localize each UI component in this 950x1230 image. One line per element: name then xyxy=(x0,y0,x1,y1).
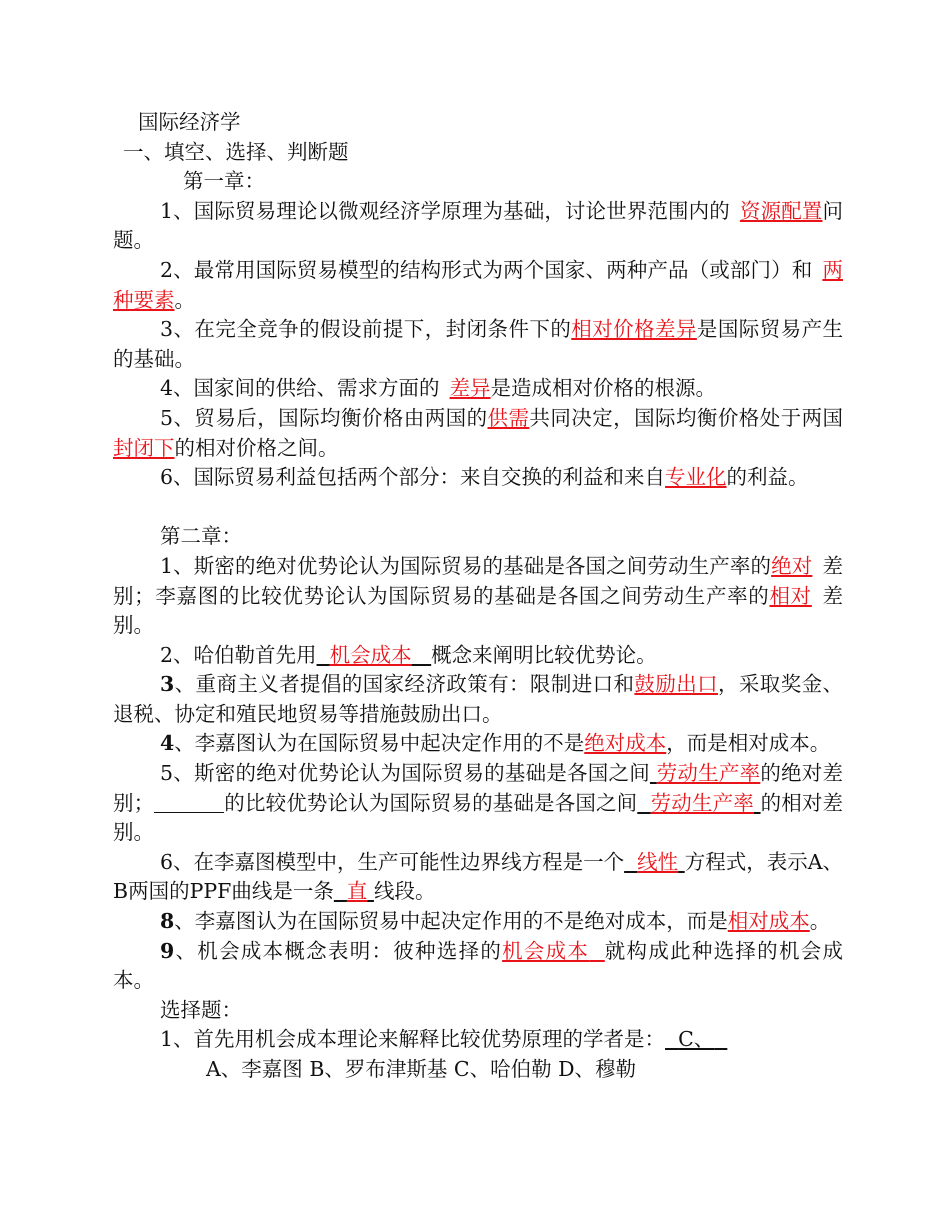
answer: 绝对成本 xyxy=(584,731,667,756)
answer: 机会成本 xyxy=(329,642,412,667)
answer: 相对 xyxy=(769,583,812,608)
choice-q1: 1、首先用机会成本理论来解释比较优势原理的学者是： C、 xyxy=(160,1027,715,1052)
ch1-item-2: 2、最常用国际贸易模型的结构形式为两个国家、两种产品（或部门）和 两种要素。 xyxy=(113,257,843,312)
choice-answer: C、 xyxy=(678,1027,715,1052)
answer: 差异 xyxy=(449,376,491,401)
answer: 封闭下 xyxy=(113,435,175,460)
answer: 供需 xyxy=(487,405,530,430)
answer: 机会成本 xyxy=(502,938,590,963)
ch2-item-2: 2、哈伯勒首先用 机会成本 概念来阐明比较优势论。 xyxy=(160,642,657,667)
chapter2-title: 第二章： xyxy=(160,524,242,549)
chapter1-title: 第一章： xyxy=(183,169,265,194)
answer: 劳动生产率 xyxy=(656,761,761,786)
ch1-item-3: 3、在完全竞争的假设前提下，封闭条件下的相对价格差异是国际贸易产生的基础。 xyxy=(113,317,844,371)
answer: 两种要素 xyxy=(113,257,843,312)
choice-q1-options: A、李嘉图 B、罗布津斯基 C、哈伯勒 D、穆勒 xyxy=(206,1057,637,1081)
ch2-item-1: 1、斯密的绝对优势论认为国际贸易的基础是各国之间劳动生产率的绝对 差别；李嘉图的比较优势论认为国际贸易的基础是各国之间劳动生产率的相对 差别。 xyxy=(113,553,844,638)
answer: 绝对 xyxy=(771,553,813,578)
ch1-item-4: 4、国家间的供给、需求方面的 差异是造成相对价格的根源。 xyxy=(160,376,717,401)
doc-title: 国际经济学 xyxy=(138,110,241,134)
ch2-item-3: 3、重商主义者提倡的国家经济政策有：限制进口和鼓励出口，采取奖金、退税、协定和殖民地贸易等措施鼓励出口。 xyxy=(113,672,844,726)
answer: 资源配置 xyxy=(739,198,823,223)
ch1-item-1: 1、国际贸易理论以微观经济学原理为基础，讨论世界范围内的 资源配置问题。 xyxy=(113,198,844,253)
answer: 线性 xyxy=(637,849,679,874)
choice-title: 选择题： xyxy=(160,997,242,1022)
answer: 专业化 xyxy=(665,465,727,490)
ch1-item-5: 5、贸易后，国际均衡价格由两国的供需共同决定，国际均衡价格处于两国封闭下的相对价格之间。 xyxy=(113,405,844,460)
ch2-item-4: 4、李嘉图认为在国际贸易中起决定作用的不是绝对成本，而是相对成本。 xyxy=(160,731,831,756)
section-title: 一、填空、选择、判断题 xyxy=(123,139,349,164)
answer: 劳动生产率 xyxy=(650,790,754,815)
fill-blank xyxy=(154,792,224,813)
ch1-item-6: 6、国际贸易利益包括两个部分：来自交换的利益和来自专业化的利益。 xyxy=(160,465,809,490)
ch2-item-9: 9、机会成本概念表明：彼种选择的机会成本 就构成此种选择的机会成本。 xyxy=(113,938,843,993)
ch2-item-5: 5、斯密的绝对优势论认为国际贸易的基础是各国之间 劳动生产率的绝对差别； 的比较优势论认为国际贸易的基础是各国之间 劳动生产率 的相对差别。 xyxy=(113,761,844,845)
ch2-item-8: 8、李嘉图认为在国际贸易中起决定作用的不是绝对成本，而是相对成本。 xyxy=(160,909,831,934)
answer: 相对价格差异 xyxy=(571,317,697,342)
answer: 相对成本 xyxy=(727,909,810,934)
answer: 鼓励出口 xyxy=(634,672,719,697)
answer: 直 xyxy=(346,879,368,904)
document-body xyxy=(113,108,843,1085)
ch2-item-6: 6、在李嘉图模型中，生产可能性边界线方程是一个 线性 方程式，表示A、B两国的PPF曲线是一条 直 线段。 xyxy=(113,849,844,904)
